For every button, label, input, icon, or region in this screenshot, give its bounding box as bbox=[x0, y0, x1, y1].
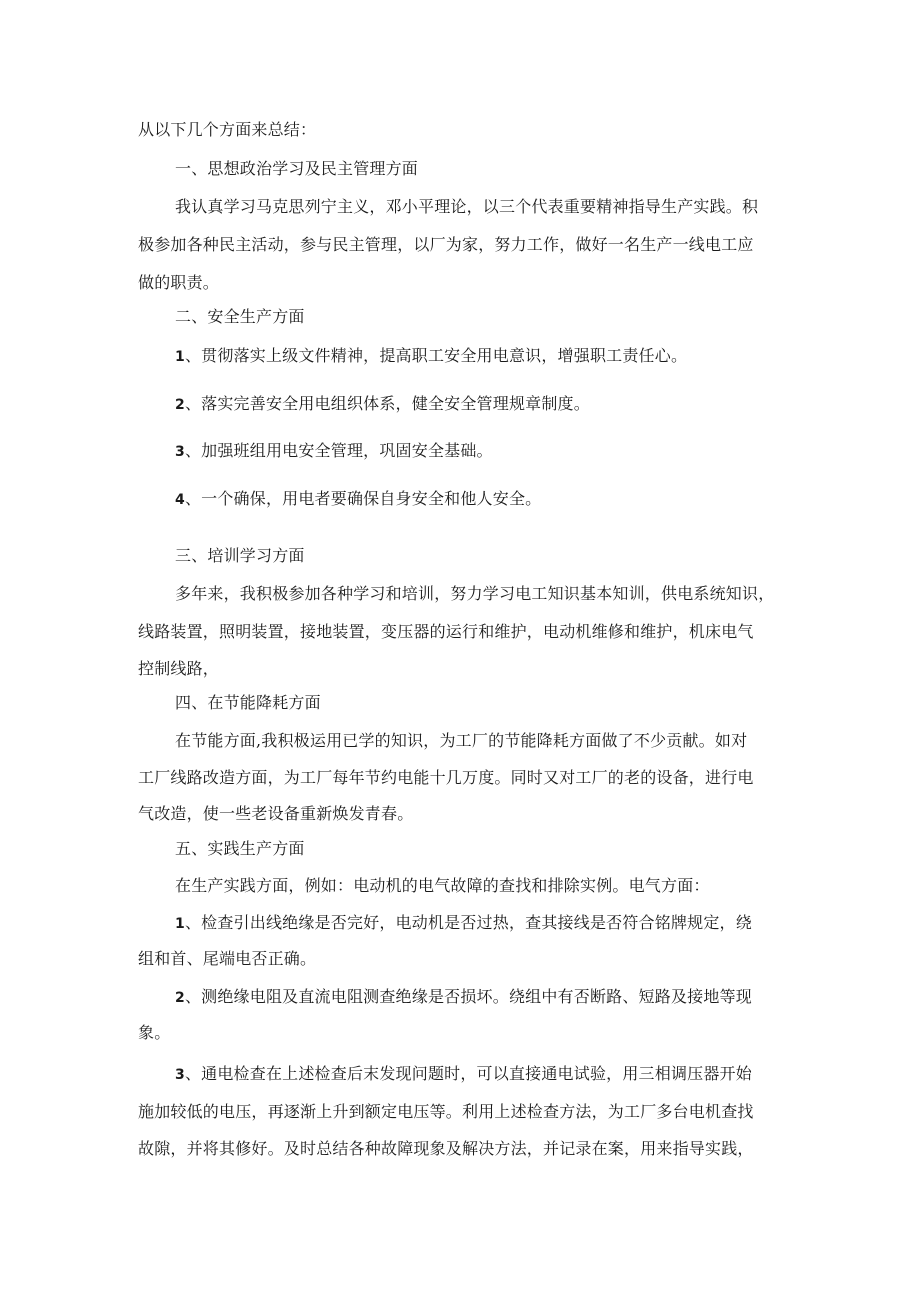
list-item bbox=[175, 912, 752, 935]
list-item-continuation: 象。 bbox=[138, 1023, 171, 1042]
list-item bbox=[175, 1063, 752, 1086]
paragraph-line: 极参加各种民主活动，参与民主管理，以厂为家，努力工作，做好一名生产一线电工应 bbox=[138, 235, 754, 254]
list-item bbox=[175, 488, 541, 511]
list-item-text: 、测绝缘电阻及直流电阻测查绝缘是否损坏。绕组中有否断路、短路及接地等现 bbox=[184, 987, 752, 1006]
list-item-text: 、贯彻落实上级文件精神，提高职工安全用电意识，增强职工责任心。 bbox=[184, 346, 688, 365]
list-item-text: 、加强班组用电安全管理，巩固安全基础。 bbox=[184, 441, 493, 460]
list-item-continuation: 施加较低的电压，再逐渐上升到额定电压等。利用上述检查方法，为工厂多台电机查找 bbox=[138, 1102, 754, 1121]
list-item-text: 、检查引出线绝缘是否完好，电动机是否过热，查其接线是否符合铭牌规定，绕 bbox=[184, 913, 752, 932]
list-item bbox=[175, 986, 752, 1009]
list-item-number: 3 bbox=[175, 444, 185, 460]
section-heading-5: 五、实践生产方面 bbox=[175, 839, 305, 858]
paragraph-line: 线路装置，照明装置，接地装置，变压器的运行和维护，电动机维修和维护，机床电气 bbox=[138, 622, 754, 641]
list-item bbox=[175, 440, 493, 463]
paragraph-line: 做的职责。 bbox=[138, 273, 220, 292]
paragraph-line: 在节能方面,我积极运用已学的知识，为工厂的节能降耗方面做了不少贡献。如对 bbox=[175, 731, 748, 750]
list-item-number: 3 bbox=[175, 1067, 185, 1083]
paragraph-line: 多年来，我积极参加各种学习和培训，努力学习电工知识基本知训，供电系统知识， bbox=[175, 584, 775, 603]
paragraph-line: 气改造，使一些老设备重新焕发青春。 bbox=[138, 804, 414, 823]
list-item-number: 2 bbox=[175, 990, 185, 1006]
list-item-continuation: 故隙，并将其修好。及时总结各种故障现象及解决方法，并记录在案，用来指导实践， bbox=[138, 1139, 754, 1158]
list-item-continuation: 组和首、尾端电否正确。 bbox=[138, 949, 317, 968]
list-item-number: 1 bbox=[175, 349, 185, 365]
section-heading-2: 二、安全生产方面 bbox=[175, 307, 305, 326]
section-heading-4: 四、在节能降耗方面 bbox=[175, 693, 321, 712]
section-heading-3: 三、培训学习方面 bbox=[175, 546, 305, 565]
intro-line: 从以下几个方面来总结： bbox=[138, 120, 317, 139]
paragraph-line: 在生产实践方面，例如：电动机的电气故障的查找和排除实例。电气方面： bbox=[175, 876, 710, 895]
paragraph-line: 控制线路， bbox=[138, 659, 220, 678]
list-item-number: 2 bbox=[175, 397, 185, 413]
list-item bbox=[175, 345, 687, 368]
paragraph-line: 我认真学习马克思列宁主义，邓小平理论，以三个代表重要精神指导生产实践。积 bbox=[175, 197, 759, 216]
list-item-text: 、通电检查在上述检查后末发现问题时，可以直接通电试验，用三相调压器开始 bbox=[184, 1064, 752, 1083]
paragraph-line: 工厂线路改造方面，为工厂每年节约电能十几万度。同时又对工厂的老的设备，进行电 bbox=[138, 768, 754, 787]
list-item-number: 1 bbox=[175, 916, 185, 932]
list-item-number: 4 bbox=[175, 492, 185, 508]
list-item bbox=[175, 393, 590, 416]
list-item-text: 、一个确保，用电者要确保自身安全和他人安全。 bbox=[184, 489, 542, 508]
list-item-text: 、落实完善安全用电组织体系，健全安全管理规章制度。 bbox=[184, 394, 590, 413]
section-heading-1: 一、思想政治学习及民主管理方面 bbox=[175, 159, 419, 178]
